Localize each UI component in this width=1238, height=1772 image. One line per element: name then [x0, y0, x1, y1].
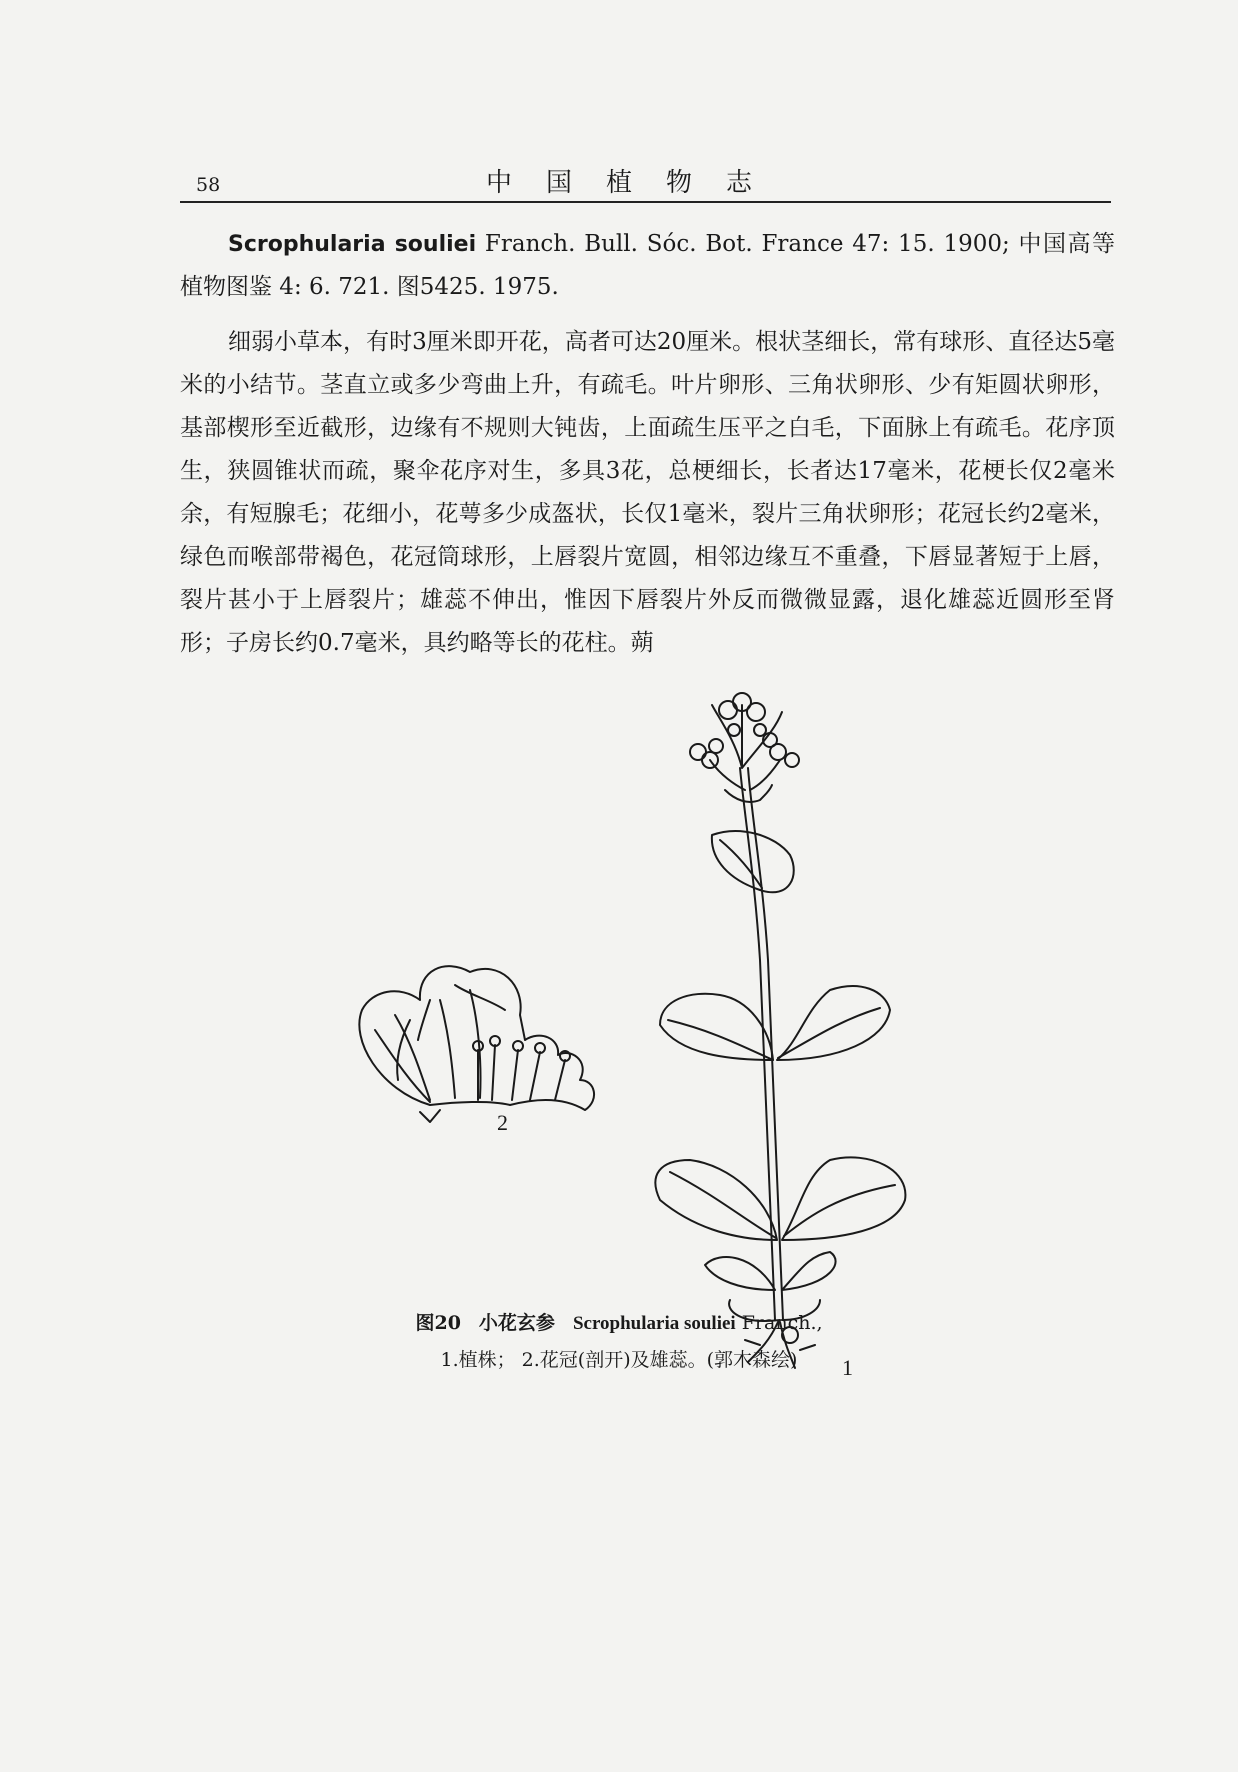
- citation-reference: Franch. Bull. Sóc. Bot. France 47: 15. 1900; 中国高等植物图鉴 4: 6. 721. 图5425. 1975.: [180, 231, 1116, 300]
- caption-author: Franch.,: [735, 1312, 823, 1334]
- caption-line-1: [0, 1305, 1238, 1342]
- whole-plant-drawing: [655, 693, 905, 1368]
- caption-common-name: 小花玄参: [478, 1312, 555, 1334]
- running-header: 中国植物志: [485, 168, 786, 198]
- caption-line-2: 1.植株； 2.花冠(剖开)及雄蕊。(郭木森绘): [440, 1349, 798, 1371]
- page-number: 58: [196, 174, 221, 196]
- description-paragraph: 细弱小草本，有时3厘米即开花，高者可达20厘米。根状茎细长，常有球形、直径达5毫米的小结节。茎直立或多少弯曲上升，有疏毛。叶片卵形、三角状卵形、少有矩圆状卵形，基部楔形至近截形，边缘有不规则大钝齿，上面疏生压平之白毛，下面脉上有疏毛。花序顶生，狭圆锥状而疏，聚伞花序对生，多具3花，总梗细长，长者达17毫米，花梗长仅2毫米余，有短腺毛；花细小，花萼多少成盔状，长仅1毫米，裂片三角状卵形；花冠长约2毫米，绿色而喉部带褐色，花冠筒球形，上唇裂片宽圆，相邻边缘互不重叠，下唇显著短于上唇，裂片甚小于上唇裂片；雄蕊不伸出，惟因下唇裂片外反而微微显露，退化雄蕊近圆形至肾形；子房长约0.7毫米，具约略等长的花柱。蒴: [180, 329, 1115, 656]
- figure-label-1: 1: [842, 1355, 853, 1380]
- figure-label-2: 2: [497, 1110, 508, 1135]
- caption-figure-number: 图20: [415, 1312, 461, 1334]
- taxon-name: Scrophularia souliei: [228, 232, 477, 257]
- figure-caption: [0, 1305, 1238, 1378]
- corolla-dissection-drawing: [359, 966, 594, 1122]
- caption-binomial: Scrophularia souliei: [572, 1313, 736, 1334]
